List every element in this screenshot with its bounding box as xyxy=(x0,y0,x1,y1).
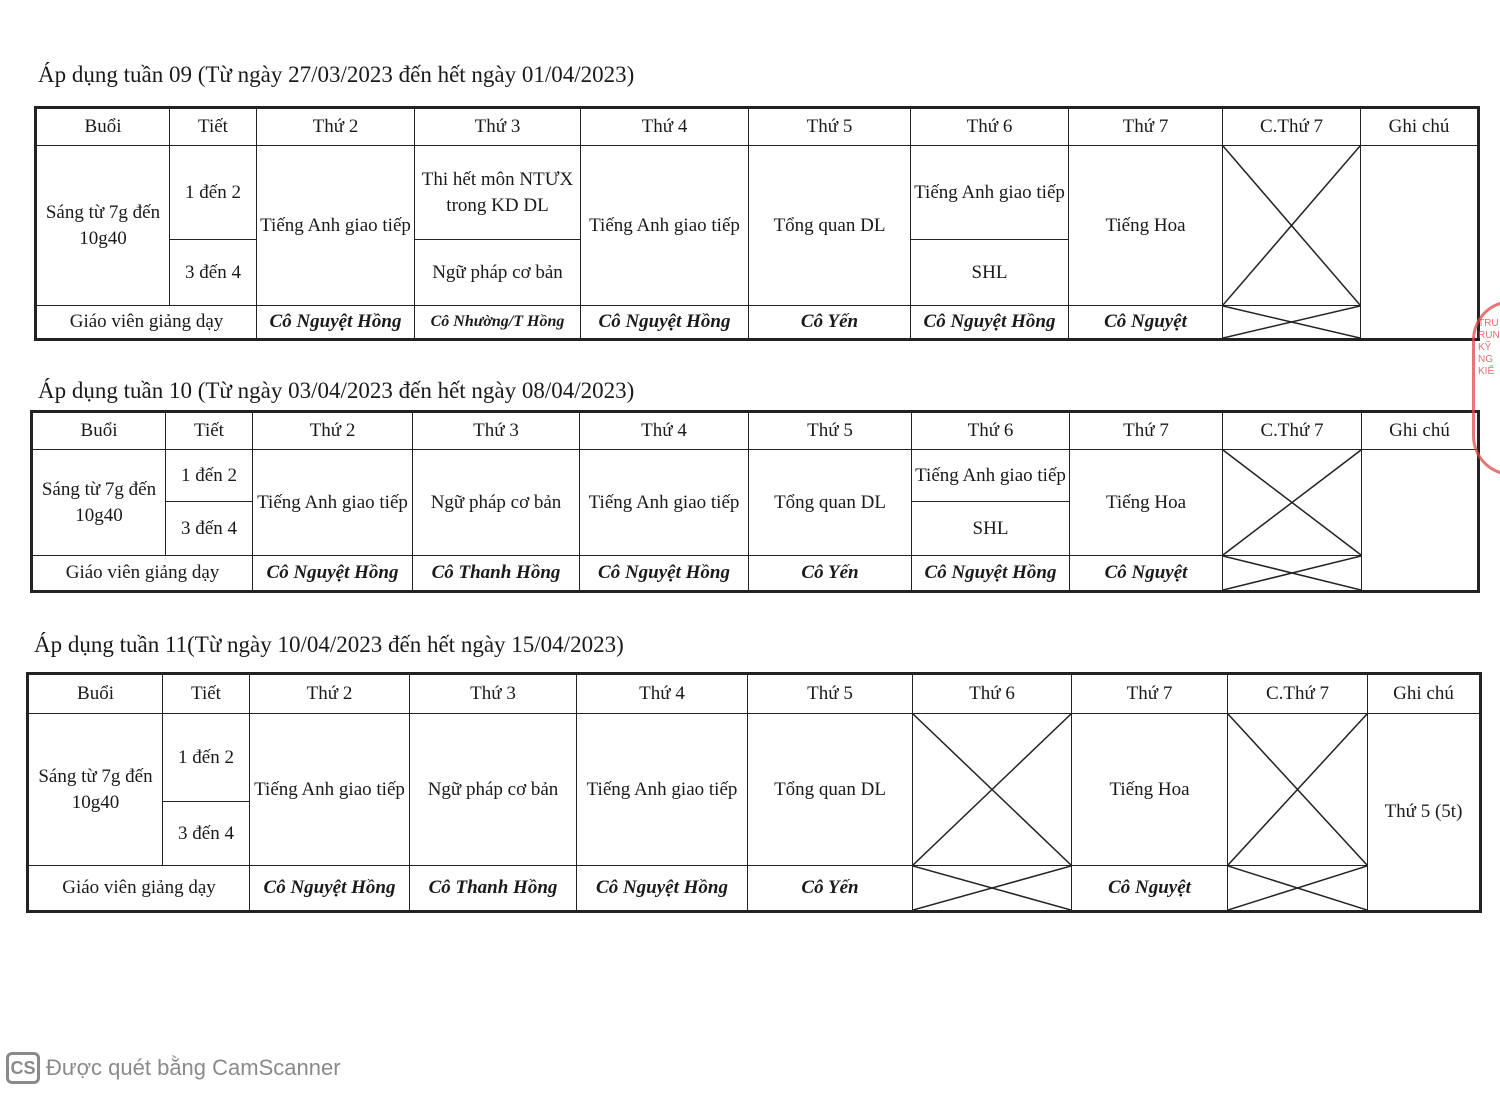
teacher-thu-4: Cô Nguyệt Hồng xyxy=(581,306,749,340)
header-ghi-chu: Ghi chú xyxy=(1361,108,1479,146)
stamp-text: TRU RUN KỸ NG KIẾ xyxy=(1478,318,1500,377)
thu-subject: Tổng quan DL xyxy=(748,714,913,866)
header-thu-2: Thứ 2 xyxy=(257,108,415,146)
header-thu-6: Thứ 6 xyxy=(913,674,1072,714)
teacher-thu-3: Cô Nhường/T Hồng xyxy=(415,306,581,340)
teacher-label: Giáo viên giảng dạy xyxy=(28,866,250,912)
header-thu-7: Thứ 7 xyxy=(1072,674,1228,714)
period-3-4: 3 đến 4 xyxy=(166,502,253,556)
period-row-1 xyxy=(28,714,1481,802)
header-ghi-chu: Ghi chú xyxy=(1368,674,1481,714)
camscanner-watermark xyxy=(6,1050,341,1086)
week-10-table xyxy=(30,410,1480,593)
teacher-thu-7: Cô Nguyệt xyxy=(1069,306,1223,340)
sat-subject: Tiếng Hoa xyxy=(1070,450,1223,556)
period-1-2: 1 đến 2 xyxy=(163,714,250,802)
teacher-thu-2: Cô Nguyệt Hồng xyxy=(257,306,415,340)
week-09-title: Áp dụng tuần 09 (Từ ngày 27/03/2023 đến hết ngày 01/04/2023) xyxy=(38,62,635,87)
teacher-row xyxy=(28,866,1481,912)
teacher-thu-3: Cô Thanh Hồng xyxy=(410,866,577,912)
teacher-c-thu-7-crossed-cell xyxy=(1223,556,1362,592)
teacher-thu-7: Cô Nguyệt xyxy=(1072,866,1228,912)
mon-subject: Tiếng Anh giao tiếp xyxy=(257,146,415,306)
fri-crossed-cell xyxy=(913,714,1072,866)
teacher-thu-6: Cô Nguyệt Hồng xyxy=(912,556,1070,592)
header-thu-3: Thứ 3 xyxy=(413,412,580,450)
header-thu-5: Thứ 5 xyxy=(749,412,912,450)
period-row-1 xyxy=(32,450,1479,502)
period-1-2: 1 đến 2 xyxy=(166,450,253,502)
header-thu-6: Thứ 6 xyxy=(911,108,1069,146)
camscanner-logo-icon: CS xyxy=(6,1052,40,1084)
header-tiet: Tiết xyxy=(170,108,257,146)
teacher-thu-2: Cô Nguyệt Hồng xyxy=(253,556,413,592)
teacher-thu-6: Cô Nguyệt Hồng xyxy=(911,306,1069,340)
header-thu-2: Thứ 2 xyxy=(250,674,410,714)
period-3-4: 3 đến 4 xyxy=(163,802,250,866)
wed-subject: Tiếng Anh giao tiếp xyxy=(580,450,749,556)
header-thu-7: Thứ 7 xyxy=(1069,108,1223,146)
c-thu-7-crossed-cell xyxy=(1223,146,1361,306)
fri-subject-2: SHL xyxy=(912,502,1070,556)
header-c-thu-7: C.Thứ 7 xyxy=(1223,108,1361,146)
header-c-thu-7: C.Thứ 7 xyxy=(1223,412,1362,450)
header-buoi: Buổi xyxy=(28,674,163,714)
tue-subject: Ngữ pháp cơ bản xyxy=(413,450,580,556)
c-thu-7-crossed-cell xyxy=(1223,450,1362,556)
header-thu-4: Thứ 4 xyxy=(581,108,749,146)
mon-subject: Tiếng Anh giao tiếp xyxy=(250,714,410,866)
tue-subject-2: Ngữ pháp cơ bản xyxy=(415,240,581,306)
teacher-fri-crossed-cell xyxy=(913,866,1072,912)
teacher-row xyxy=(32,556,1479,592)
session-cell: Sáng từ 7g đến 10g40 xyxy=(32,450,166,556)
teacher-thu-3: Cô Thanh Hồng xyxy=(413,556,580,592)
teacher-label: Giáo viên giảng dạy xyxy=(32,556,253,592)
header-row xyxy=(32,412,1479,450)
c-thu-7-crossed-cell xyxy=(1228,714,1368,866)
header-row xyxy=(28,674,1481,714)
week-11-table xyxy=(26,672,1482,913)
week-11-title: Áp dụng tuần 11(Từ ngày 10/04/2023 đến hết ngày 15/04/2023) xyxy=(34,632,624,657)
fri-subject-1: Tiếng Anh giao tiếp xyxy=(911,146,1069,240)
teacher-c-thu-7-crossed-cell xyxy=(1228,866,1368,912)
period-3-4: 3 đến 4 xyxy=(170,240,257,306)
teacher-label: Giáo viên giảng dạy xyxy=(36,306,257,340)
header-thu-5: Thứ 5 xyxy=(749,108,911,146)
teacher-thu-5: Cô Yến xyxy=(748,866,913,912)
wed-subject: Tiếng Anh giao tiếp xyxy=(581,146,749,306)
mon-subject: Tiếng Anh giao tiếp xyxy=(253,450,413,556)
header-row xyxy=(36,108,1479,146)
teacher-thu-2: Cô Nguyệt Hồng xyxy=(250,866,410,912)
note-cell xyxy=(1361,146,1479,340)
header-thu-6: Thứ 6 xyxy=(912,412,1070,450)
header-c-thu-7: C.Thứ 7 xyxy=(1228,674,1368,714)
thu-subject: Tổng quan DL xyxy=(749,450,912,556)
header-thu-5: Thứ 5 xyxy=(748,674,913,714)
week-10-title: Áp dụng tuần 10 (Từ ngày 03/04/2023 đến hết ngày 08/04/2023) xyxy=(38,378,635,403)
header-thu-4: Thứ 4 xyxy=(577,674,748,714)
period-1-2: 1 đến 2 xyxy=(170,146,257,240)
header-buoi: Buổi xyxy=(32,412,166,450)
sat-subject: Tiếng Hoa xyxy=(1069,146,1223,306)
wed-subject: Tiếng Anh giao tiếp xyxy=(577,714,748,866)
teacher-thu-4: Cô Nguyệt Hồng xyxy=(580,556,749,592)
teacher-c-thu-7-crossed-cell xyxy=(1223,306,1361,340)
header-thu-3: Thứ 3 xyxy=(410,674,577,714)
session-cell: Sáng từ 7g đến 10g40 xyxy=(28,714,163,866)
header-buoi: Buổi xyxy=(36,108,170,146)
teacher-thu-5: Cô Yến xyxy=(749,306,911,340)
header-thu-2: Thứ 2 xyxy=(253,412,413,450)
teacher-thu-4: Cô Nguyệt Hồng xyxy=(577,866,748,912)
note-cell: Thứ 5 (5t) xyxy=(1368,714,1481,912)
header-thu-4: Thứ 4 xyxy=(580,412,749,450)
fri-subject-2: SHL xyxy=(911,240,1069,306)
teacher-thu-5: Cô Yến xyxy=(749,556,912,592)
sat-subject: Tiếng Hoa xyxy=(1072,714,1228,866)
tue-subject: Ngữ pháp cơ bản xyxy=(410,714,577,866)
teacher-row xyxy=(36,306,1479,340)
session-cell: Sáng từ 7g đến 10g40 xyxy=(36,146,170,306)
header-thu-3: Thứ 3 xyxy=(415,108,581,146)
note-cell xyxy=(1362,450,1479,592)
header-thu-7: Thứ 7 xyxy=(1070,412,1223,450)
tue-subject-1: Thi hết môn NTƯX trong KD DL xyxy=(415,146,581,240)
thu-subject: Tổng quan DL xyxy=(749,146,911,306)
header-tiet: Tiết xyxy=(163,674,250,714)
teacher-thu-7: Cô Nguyệt xyxy=(1070,556,1223,592)
header-tiet: Tiết xyxy=(166,412,253,450)
header-ghi-chu: Ghi chú xyxy=(1362,412,1479,450)
period-row-1 xyxy=(36,146,1479,240)
fri-subject-1: Tiếng Anh giao tiếp xyxy=(912,450,1070,502)
watermark-text: Được quét bằng CamScanner xyxy=(46,1055,341,1080)
week-09-table xyxy=(34,106,1480,341)
